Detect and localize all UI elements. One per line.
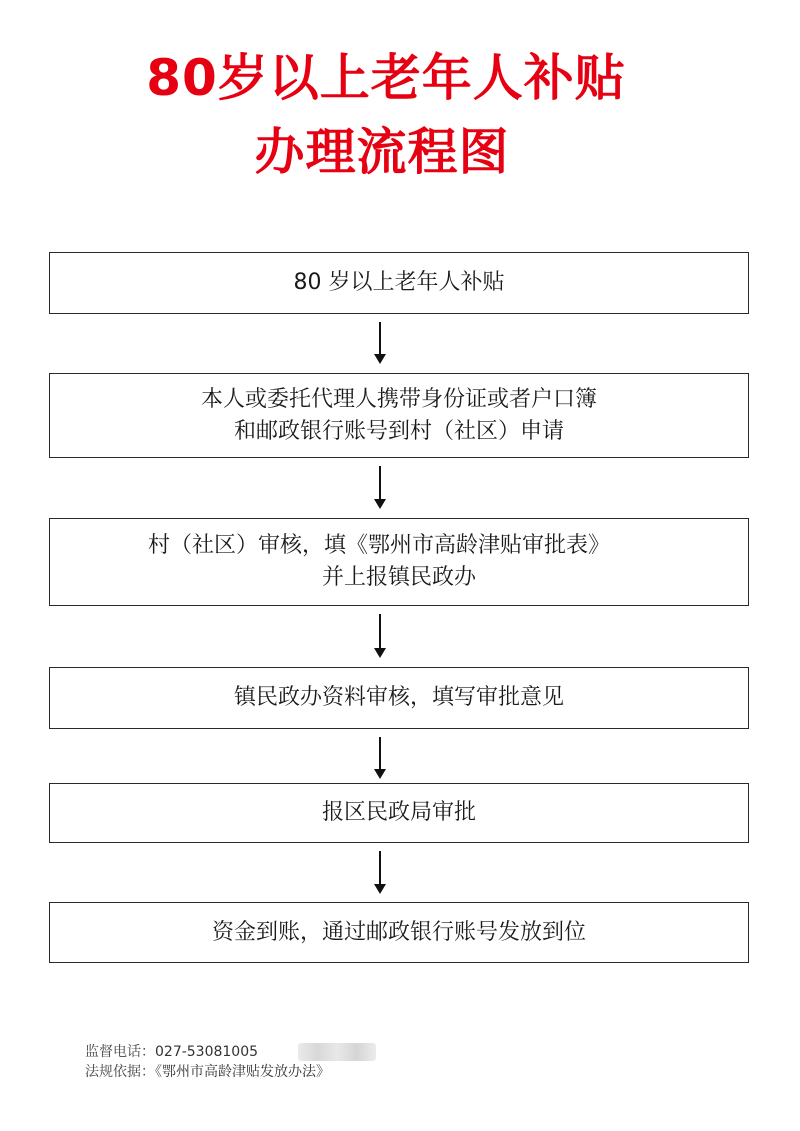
flow-step-2-text-line-2: 和邮政银行账号到村（社区）申请 — [233, 418, 564, 444]
flow-step-2 — [49, 373, 749, 458]
flow-step-6 — [49, 902, 749, 963]
flow-step-5-text: 报区民政局审批 — [321, 800, 476, 825]
flow-step-1-text: 80 岁以上老年人补贴 — [293, 270, 505, 295]
down-arrow-icon — [374, 614, 386, 658]
legal-basis-text: 《鄂州市高龄津贴发放办法》 — [155, 1064, 330, 1080]
down-arrow-icon — [374, 466, 386, 509]
flow-step-6-text: 资金到账，通过邮政银行账号发放到位 — [211, 919, 586, 945]
watermark-blur — [298, 1043, 376, 1061]
title-line-1: 80岁以上老年人补贴 — [146, 49, 626, 107]
supervision-phone-label: 监督电话： — [85, 1044, 155, 1060]
flow-step-4-text: 镇民政办资料审核，填写审批意见 — [233, 685, 564, 710]
flow-step-5 — [49, 783, 749, 843]
down-arrow-icon — [374, 322, 386, 364]
legal-basis-label: 法规依据： — [85, 1064, 155, 1080]
legal-basis-line — [85, 1062, 330, 1082]
flow-step-4 — [49, 667, 749, 729]
down-arrow-icon — [374, 737, 386, 779]
flow-step-3-text-line-2: 并上报镇民政办 — [321, 565, 476, 590]
flow-step-3 — [49, 518, 749, 606]
down-arrow-icon — [374, 851, 386, 894]
flow-step-3-text-line-1: 村（社区）审核，填《鄂州市高龄津贴审批表》 — [147, 533, 610, 558]
title-line-2: 办理流程图 — [254, 123, 510, 181]
supervision-phone-line — [85, 1042, 258, 1062]
flow-step-2-text-line-1: 本人或委托代理人携带身份证或者户口簿 — [200, 386, 597, 412]
supervision-phone-number: 027-53081005 — [155, 1044, 259, 1060]
flow-step-1 — [49, 252, 749, 314]
